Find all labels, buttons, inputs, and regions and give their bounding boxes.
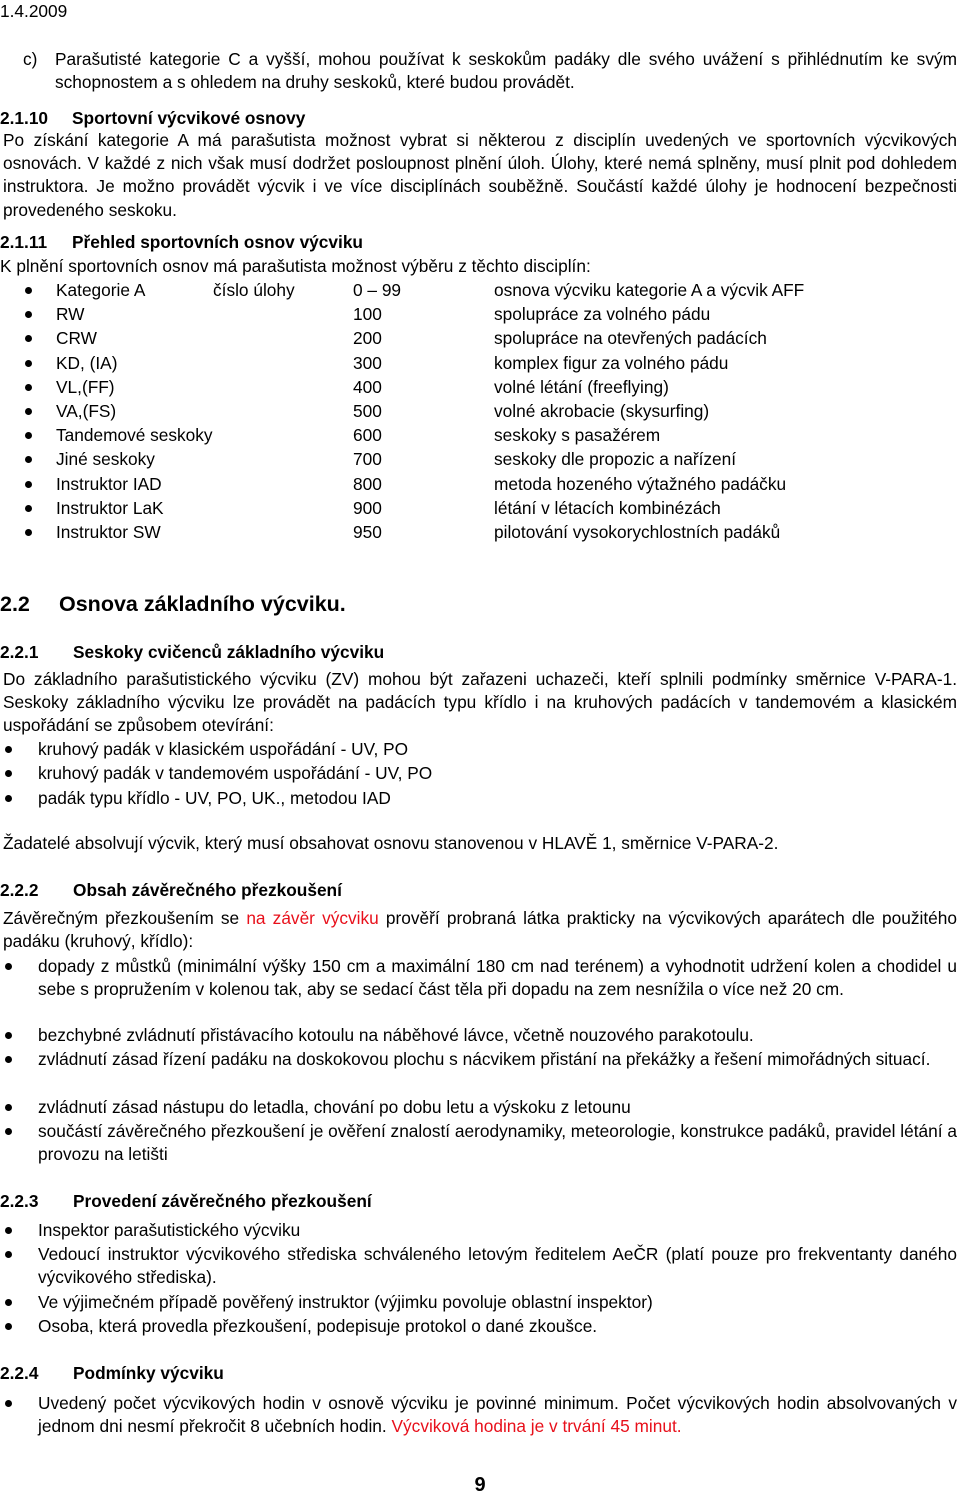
- bullet-icon: [5, 1227, 12, 1234]
- item-c-text: Parašutisté kategorie C a vyšší, mohou používat k seskokům padáky dle svého uvážení s přihlédnutím ke svým schopnostem a s ohledem na druhy seskoků, které budou provádět.: [55, 49, 957, 93]
- list-item: [0, 1024, 957, 1047]
- item-c: [3, 48, 957, 94]
- bullet-icon: [5, 1104, 12, 1111]
- discipline-code: 0 – 99: [353, 280, 402, 300]
- list-item: [0, 1315, 957, 1338]
- section-2-2-1-text: Do základního parašutistického výcviku (ZV) mohou být zařazeni uchazeči, kteří splnili podmínky směrnice V-PARA-1. Seskoky základního výcviku lze provádět na padácích typu křídlo i na kruhových padácích v tandemovém a klasickém uspořádání se způsobem otevírání:: [3, 669, 957, 736]
- bullet-icon: [5, 1032, 12, 1039]
- discipline-name: Kategorie A: [56, 280, 146, 300]
- discipline-description: osnova výcviku kategorie A a výcvik AFF: [494, 280, 805, 300]
- list-item-text: Vedoucí instruktor výcvikového střediska schváleného letovým ředitelem AeČR (platí pouze pro frekventanty daného výcvikového střediska).: [38, 1244, 957, 1288]
- list-item-text: zvládnutí zásad řízení padáku na doskokovou plochu s nácvikem přistání na překážky a řešení mimořádných situací.: [38, 1049, 931, 1069]
- list-item-text: Ve výjimečném případě pověřený instruktor (výjimku povoluje oblastní inspektor): [38, 1292, 653, 1312]
- discipline-row: [0, 399, 960, 423]
- highlight-text: Výcviková hodina je v trvání 45 minut.: [391, 1416, 682, 1437]
- discipline-name: VL,(FF): [56, 376, 115, 397]
- bullet-icon: [25, 287, 32, 294]
- text-part: Uvedený počet výcvikových hodin v osnově výcviku je povinné minimum. Počet výcvikových hodin absolvovaných v jednom dni nesmí překročit 8 učebních hodin.: [38, 1393, 957, 1437]
- list-item: [0, 1120, 957, 1166]
- bullet-icon: [25, 505, 32, 512]
- section-2-2-3-heading: [0, 1190, 372, 1212]
- discipline-code: 500: [353, 401, 382, 421]
- list-item: [0, 1243, 957, 1289]
- discipline-code: 200: [353, 328, 382, 349]
- discipline-description: pilotování vysokorychlostních padáků: [494, 522, 781, 542]
- discipline-name: Instruktor LaK: [56, 497, 164, 518]
- bullet-icon: [5, 746, 12, 753]
- discipline-description: metoda hozeného výtažného padáčku: [494, 473, 787, 494]
- header-date: 1.4.2009: [0, 1, 68, 21]
- bullet-icon: [25, 408, 32, 415]
- discipline-description: seskoky s pasažérem: [494, 425, 661, 446]
- page-number: 9: [474, 1474, 486, 1496]
- list-item-text: Osoba, která provedla přezkoušení, podepisuje protokol o dané zkoušce.: [38, 1316, 598, 1336]
- bullet-icon: [25, 481, 32, 488]
- bullet-icon: [25, 311, 32, 318]
- discipline-row: [0, 423, 960, 447]
- discipline-row: [0, 375, 960, 399]
- section-title: Sportovní výcvikové osnovy: [72, 108, 306, 128]
- section-title: Seskoky cvičenců základního výcviku: [73, 642, 385, 662]
- list-item-text: padák typu křídlo - UV, PO, UK., metodou IAD: [38, 788, 391, 808]
- text-part: Závěrečným přezkoušením se: [3, 908, 247, 928]
- list-item-text: kruhový padák v tandemovém uspořádání - UV, PO: [38, 763, 433, 783]
- section-number: 2.2: [0, 592, 30, 616]
- section-title: Osnova základního výcviku.: [59, 592, 346, 616]
- discipline-code: 900: [353, 497, 382, 518]
- discipline-description: spolupráce za volného pádu: [494, 304, 711, 325]
- discipline-name: Instruktor SW: [56, 522, 161, 542]
- discipline-row: [0, 496, 960, 520]
- section-title: Provedení závěrečného přezkoušení: [73, 1191, 372, 1211]
- discipline-description: volné akrobacie (skysurfing): [494, 401, 710, 421]
- bullet-icon: [25, 456, 32, 463]
- section-2-2-heading: [0, 590, 346, 618]
- section-title: Obsah závěrečného přezkoušení: [73, 880, 342, 900]
- section-number: 2.1.10: [0, 108, 49, 128]
- section-2-2-1-after: Žadatelé absolvují výcvik, který musí obsahovat osnovu stanovenou v HLAVĚ 1, směrnice V-PARA-2.: [3, 833, 779, 853]
- section-2-2-4-heading: [0, 1362, 224, 1384]
- discipline-code: 300: [353, 352, 382, 373]
- section-2-1-10-text: Po získání kategorie A má parašutista možnost vybrat si některou z disciplín uvedených ve sportovních výcvikových osnovách. V každé z nich však musí dodržet posloupnost plnění úloh. Úlohy, které nemá splněny, musí plnit pod dohledem instruktora. Je možno provádět výcvik i ve více disciplínách souběžně. Součástí každé úlohy je hodnocení bezpečnosti provedeného seskoku.: [3, 130, 957, 220]
- section-title: Podmínky výcviku: [73, 1363, 224, 1383]
- section-2-1-11-intro: K plnění sportovních osnov má parašutista možnost výběru z těchto disciplín:: [0, 256, 591, 276]
- discipline-code: 700: [353, 449, 382, 470]
- discipline-description: volné létání (freeflying): [494, 376, 669, 397]
- list-item-text: dopady z můstků (minimální výšky 150 cm a maximální 180 cm nad terénem) a vyhodnotit udržení kolen a chodidel u sebe s propružením v kolenou tak, aby se sedací část těla při dopadu na zem nesnížila o více než 20 cm.: [38, 956, 957, 1000]
- section-2-2-1-heading: [0, 641, 384, 663]
- section-2-2-2-text: [3, 907, 957, 953]
- discipline-name: VA,(FS): [56, 401, 117, 421]
- discipline-row: [0, 351, 960, 375]
- discipline-row: [0, 278, 960, 302]
- bullet-icon: [5, 770, 12, 777]
- bullet-icon: [25, 432, 32, 439]
- discipline-code: 600: [353, 425, 382, 446]
- bullet-icon: [5, 1128, 12, 1135]
- list-item-text: součástí závěrečného přezkoušení je ověření znalostí aerodynamiky, meteorologie, konstrukce padáků, pravidel létání a provozu na letišti: [38, 1121, 957, 1165]
- discipline-description: spolupráce na otevřených padácích: [494, 328, 767, 349]
- discipline-row: [0, 447, 960, 471]
- bullet-icon: [25, 335, 32, 342]
- section-number: 2.1.11: [0, 232, 48, 252]
- list-item: [0, 738, 957, 761]
- section-number: 2.2.4: [0, 1363, 39, 1383]
- highlight-text: na závěr výcviku: [246, 908, 379, 928]
- list-item-text: bezchybné zvládnutí přistávacího kotoulu na náběhové lávce, včetně nouzového parakotoulu.: [38, 1025, 754, 1045]
- section-2-1-11-heading: [0, 231, 363, 253]
- bullet-icon: [5, 1056, 12, 1063]
- discipline-name: CRW: [56, 328, 97, 349]
- discipline-code: 400: [353, 376, 382, 397]
- discipline-description: komplex figur za volného pádu: [494, 352, 729, 373]
- list-item: [0, 787, 957, 810]
- text-part: prověří probraná látka prakticky na výcvikových aparátech dle použitého padáku (kruhový, křídlo):: [3, 908, 957, 952]
- list-item-text: zvládnutí zásad nástupu do letadla, chování po dobu letu a výskoku z letounu: [38, 1097, 631, 1117]
- list-item: [0, 1392, 957, 1438]
- bullet-icon: [25, 384, 32, 391]
- bullet-icon: [5, 1400, 12, 1407]
- discipline-name: Instruktor IAD: [56, 473, 162, 494]
- bullet-icon: [25, 360, 32, 367]
- list-item: [0, 762, 957, 785]
- bullet-icon: [25, 529, 32, 536]
- list-item: [0, 1219, 957, 1242]
- discipline-description: létání v létacích kombinézách: [494, 497, 721, 518]
- list-item-text: Inspektor parašutistického výcviku: [38, 1220, 301, 1240]
- discipline-description: seskoky dle propozic a nařízení: [494, 449, 737, 470]
- discipline-label: číslo úlohy: [213, 280, 295, 300]
- discipline-name: Jiné seskoky: [56, 449, 155, 470]
- bullet-icon: [5, 1323, 12, 1330]
- section-number: 2.2.1: [0, 642, 39, 662]
- list-item: [0, 1291, 957, 1314]
- list-item-text: [38, 1392, 957, 1438]
- section-title: Přehled sportovních osnov výcviku: [72, 232, 363, 252]
- section-2-2-2-heading: [0, 879, 342, 901]
- discipline-code: 800: [353, 473, 382, 494]
- discipline-name: RW: [56, 304, 85, 325]
- discipline-code: 100: [353, 304, 382, 325]
- discipline-name: KD, (IA): [56, 352, 118, 373]
- list-item: [0, 1096, 957, 1119]
- discipline-code: 950: [353, 522, 382, 542]
- discipline-name: Tandemové seskoky: [56, 425, 213, 446]
- discipline-row: [0, 302, 960, 326]
- list-item-text: kruhový padák v klasickém uspořádání - UV, PO: [38, 739, 409, 759]
- bullet-icon: [5, 1251, 12, 1258]
- section-2-1-10-heading: [0, 107, 305, 129]
- bullet-icon: [5, 1299, 12, 1306]
- item-c-marker: c): [23, 49, 38, 69]
- list-item: [0, 955, 957, 1001]
- bullet-icon: [5, 963, 12, 970]
- section-number: 2.2.3: [0, 1191, 39, 1211]
- section-number: 2.2.2: [0, 880, 39, 900]
- discipline-row: [0, 326, 960, 350]
- discipline-row: [0, 472, 960, 496]
- list-item: [0, 1048, 957, 1071]
- discipline-row: [0, 520, 960, 544]
- bullet-icon: [5, 795, 12, 802]
